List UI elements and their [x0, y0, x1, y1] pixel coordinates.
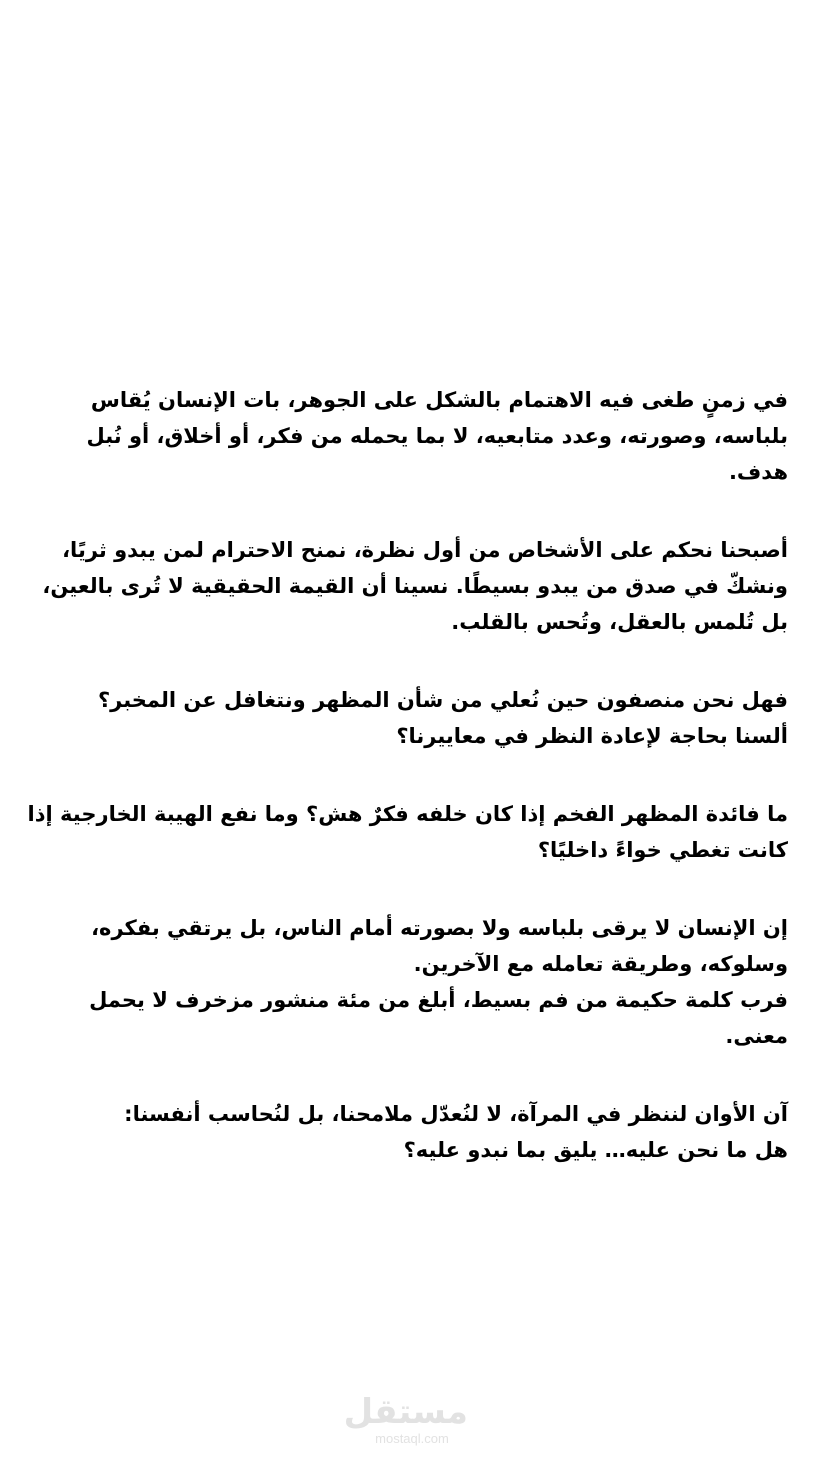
paragraph-line: معنى.: [725, 1024, 788, 1048]
paragraph-line: كانت تغطي خواءً داخليًا؟: [537, 838, 788, 862]
paragraph-4: [28, 796, 788, 868]
paragraph-5: [28, 910, 788, 1054]
paragraph-6: [28, 1096, 788, 1168]
paragraph-line: فهل نحن منصفون حين نُعلي من شأن المظهر ونتغافل عن المخبر؟: [97, 688, 788, 712]
paragraph-line: هل ما نحن عليه… يليق بما نبدو عليه؟: [403, 1138, 788, 1162]
paragraph-line: بل تُلمس بالعقل، وتُحس بالقلب.: [451, 610, 788, 634]
paragraph-3: [28, 682, 788, 754]
paragraph-line: ألسنا بحاجة لإعادة النظر في معاييرنا؟: [396, 724, 788, 748]
article-body: [28, 382, 788, 1210]
watermark-logo: مستقل: [343, 1392, 468, 1432]
paragraph-line: أصبحنا نحكم على الأشخاص من أول نظرة، نمنح الاحترام لمن يبدو ثريًا،: [62, 538, 788, 562]
mostaql-watermark: [343, 1392, 468, 1446]
paragraph-2: [28, 532, 788, 640]
paragraph-1: [28, 382, 788, 490]
paragraph-line: ونشكّ في صدق من يبدو بسيطًا. نسينا أن القيمة الحقيقية لا تُرى بالعين،: [42, 574, 788, 598]
paragraph-line: إن الإنسان لا يرقى بلباسه ولا بصورته أمام الناس، بل يرتقي بفكره،: [91, 916, 788, 940]
watermark-url: mostaql.com: [375, 1431, 449, 1446]
paragraph-line: في زمنٍ طغى فيه الاهتمام بالشكل على الجوهر، بات الإنسان يُقاس: [90, 388, 788, 412]
paragraph-line: آن الأوان لننظر في المرآة، لا لنُعدّل ملامحنا، بل لنُحاسب أنفسنا:: [124, 1102, 788, 1126]
paragraph-line: ما فائدة المظهر الفخم إذا كان خلفه فكرٌ هش؟ وما نفع الهيبة الخارجية إذا: [27, 802, 788, 826]
paragraph-line: وسلوكه، وطريقة تعامله مع الآخرين.: [413, 952, 788, 976]
paragraph-line: هدف.: [728, 460, 788, 484]
paragraph-line: فرب كلمة حكيمة من فم بسيط، أبلغ من مئة منشور مزخرف لا يحمل: [89, 988, 788, 1012]
paragraph-line: بلباسه، وصورته، وعدد متابعيه، لا بما يحمله من فكر، أو أخلاق، أو نُبل: [86, 424, 788, 448]
